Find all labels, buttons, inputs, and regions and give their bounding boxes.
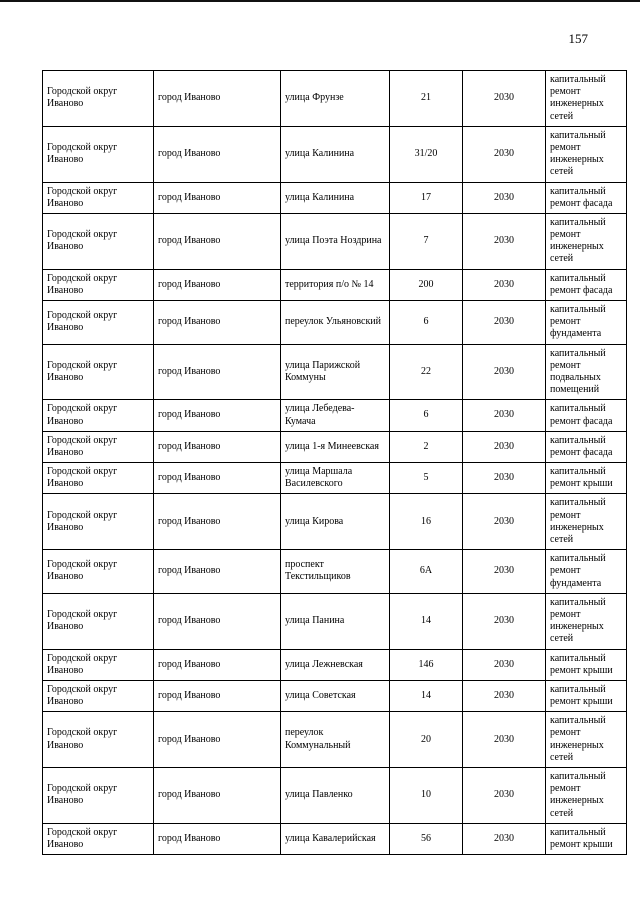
cell-street: проспект Текстильщиков	[281, 550, 390, 594]
cell-street: улица Кавалерийская	[281, 823, 390, 854]
cell-work: капитальный ремонт инженерных сетей	[546, 71, 627, 127]
cell-city: город Иваново	[154, 680, 281, 711]
cell-district: Городской округ Иваново	[43, 649, 154, 680]
table-row	[43, 400, 627, 431]
table-row	[43, 344, 627, 400]
cell-city: город Иваново	[154, 649, 281, 680]
cell-street: улица 1-я Минеевская	[281, 431, 390, 462]
cell-work: капитальный ремонт подвальных помещений	[546, 344, 627, 400]
cell-year: 2030	[463, 301, 546, 345]
cell-work: капитальный ремонт инженерных сетей	[546, 494, 627, 550]
cell-year: 2030	[463, 649, 546, 680]
cell-year: 2030	[463, 494, 546, 550]
cell-city: город Иваново	[154, 269, 281, 300]
cell-district: Городской округ Иваново	[43, 400, 154, 431]
cell-work: капитальный ремонт инженерных сетей	[546, 768, 627, 824]
cell-work: капитальный ремонт инженерных сетей	[546, 593, 627, 649]
page-top-edge	[0, 0, 640, 2]
cell-year: 2030	[463, 269, 546, 300]
table-row	[43, 712, 627, 768]
cell-district: Городской округ Иваново	[43, 494, 154, 550]
cell-city: город Иваново	[154, 344, 281, 400]
cell-year: 2030	[463, 182, 546, 213]
table-row	[43, 71, 627, 127]
cell-year: 2030	[463, 680, 546, 711]
cell-city: город Иваново	[154, 823, 281, 854]
cell-house: 2	[390, 431, 463, 462]
cell-year: 2030	[463, 431, 546, 462]
cell-work: капитальный ремонт крыши	[546, 680, 627, 711]
cell-city: город Иваново	[154, 463, 281, 494]
cell-city: город Иваново	[154, 301, 281, 345]
cell-district: Городской округ Иваново	[43, 213, 154, 269]
cell-year: 2030	[463, 126, 546, 182]
cell-house: 6	[390, 400, 463, 431]
cell-house: 31/20	[390, 126, 463, 182]
cell-house: 5	[390, 463, 463, 494]
cell-district: Городской округ Иваново	[43, 269, 154, 300]
cell-street: улица Фрунзе	[281, 71, 390, 127]
cell-district: Городской округ Иваново	[43, 301, 154, 345]
cell-house: 14	[390, 680, 463, 711]
cell-year: 2030	[463, 768, 546, 824]
table-row	[43, 823, 627, 854]
cell-work: капитальный ремонт инженерных сетей	[546, 213, 627, 269]
cell-year: 2030	[463, 344, 546, 400]
cell-house: 146	[390, 649, 463, 680]
cell-street: переулок Коммунальный	[281, 712, 390, 768]
cell-street: улица Лежневская	[281, 649, 390, 680]
cell-work: капитальный ремонт фасада	[546, 400, 627, 431]
repairs-table-body	[43, 71, 627, 855]
cell-street: улица Кирова	[281, 494, 390, 550]
cell-work: капитальный ремонт фасада	[546, 269, 627, 300]
cell-district: Городской округ Иваново	[43, 680, 154, 711]
cell-work: капитальный ремонт крыши	[546, 463, 627, 494]
cell-street: улица Маршала Василевского	[281, 463, 390, 494]
cell-district: Городской округ Иваново	[43, 712, 154, 768]
cell-street: улица Павленко	[281, 768, 390, 824]
cell-work: капитальный ремонт крыши	[546, 823, 627, 854]
cell-house: 21	[390, 71, 463, 127]
cell-district: Городской округ Иваново	[43, 550, 154, 594]
cell-district: Городской округ Иваново	[43, 593, 154, 649]
cell-year: 2030	[463, 593, 546, 649]
cell-district: Городской округ Иваново	[43, 344, 154, 400]
cell-year: 2030	[463, 463, 546, 494]
cell-city: город Иваново	[154, 494, 281, 550]
cell-work: капитальный ремонт крыши	[546, 649, 627, 680]
cell-work: капитальный ремонт инженерных сетей	[546, 712, 627, 768]
cell-work: капитальный ремонт инженерных сетей	[546, 126, 627, 182]
cell-street: переулок Ульяновский	[281, 301, 390, 345]
cell-street: улица Панина	[281, 593, 390, 649]
cell-house: 7	[390, 213, 463, 269]
cell-district: Городской округ Иваново	[43, 431, 154, 462]
cell-work: капитальный ремонт фундамента	[546, 550, 627, 594]
table-row	[43, 213, 627, 269]
table-row	[43, 680, 627, 711]
cell-year: 2030	[463, 550, 546, 594]
cell-city: город Иваново	[154, 126, 281, 182]
cell-house: 22	[390, 344, 463, 400]
table-row	[43, 301, 627, 345]
cell-house: 17	[390, 182, 463, 213]
cell-house: 200	[390, 269, 463, 300]
cell-city: город Иваново	[154, 550, 281, 594]
repairs-table	[42, 70, 627, 855]
cell-house: 20	[390, 712, 463, 768]
cell-city: город Иваново	[154, 182, 281, 213]
table-row	[43, 269, 627, 300]
table-row	[43, 649, 627, 680]
cell-street: улица Парижской Коммуны	[281, 344, 390, 400]
cell-house: 14	[390, 593, 463, 649]
cell-house: 16	[390, 494, 463, 550]
cell-street: улица Калинина	[281, 126, 390, 182]
cell-year: 2030	[463, 823, 546, 854]
cell-work: капитальный ремонт фасада	[546, 182, 627, 213]
cell-house: 56	[390, 823, 463, 854]
table-row	[43, 182, 627, 213]
table-row	[43, 550, 627, 594]
table-row	[43, 494, 627, 550]
cell-city: город Иваново	[154, 71, 281, 127]
cell-work: капитальный ремонт фундамента	[546, 301, 627, 345]
cell-district: Городской округ Иваново	[43, 823, 154, 854]
table-row	[43, 431, 627, 462]
cell-city: город Иваново	[154, 712, 281, 768]
cell-district: Городской округ Иваново	[43, 463, 154, 494]
cell-city: город Иваново	[154, 400, 281, 431]
cell-work: капитальный ремонт фасада	[546, 431, 627, 462]
table-row	[43, 463, 627, 494]
cell-house: 10	[390, 768, 463, 824]
cell-street: улица Калинина	[281, 182, 390, 213]
cell-street: улица Лебедева-Кумача	[281, 400, 390, 431]
cell-district: Городской округ Иваново	[43, 126, 154, 182]
cell-street: территория п/о № 14	[281, 269, 390, 300]
cell-street: улица Советская	[281, 680, 390, 711]
cell-house: 6	[390, 301, 463, 345]
cell-city: город Иваново	[154, 593, 281, 649]
page-number: 157	[568, 31, 588, 46]
cell-district: Городской округ Иваново	[43, 768, 154, 824]
cell-year: 2030	[463, 71, 546, 127]
cell-district: Городской округ Иваново	[43, 182, 154, 213]
cell-house: 6А	[390, 550, 463, 594]
cell-street: улица Поэта Ноздрина	[281, 213, 390, 269]
cell-city: город Иваново	[154, 768, 281, 824]
table-row	[43, 593, 627, 649]
cell-city: город Иваново	[154, 213, 281, 269]
cell-year: 2030	[463, 712, 546, 768]
table-row	[43, 126, 627, 182]
cell-district: Городской округ Иваново	[43, 71, 154, 127]
table-row	[43, 768, 627, 824]
cell-year: 2030	[463, 213, 546, 269]
cell-city: город Иваново	[154, 431, 281, 462]
cell-year: 2030	[463, 400, 546, 431]
